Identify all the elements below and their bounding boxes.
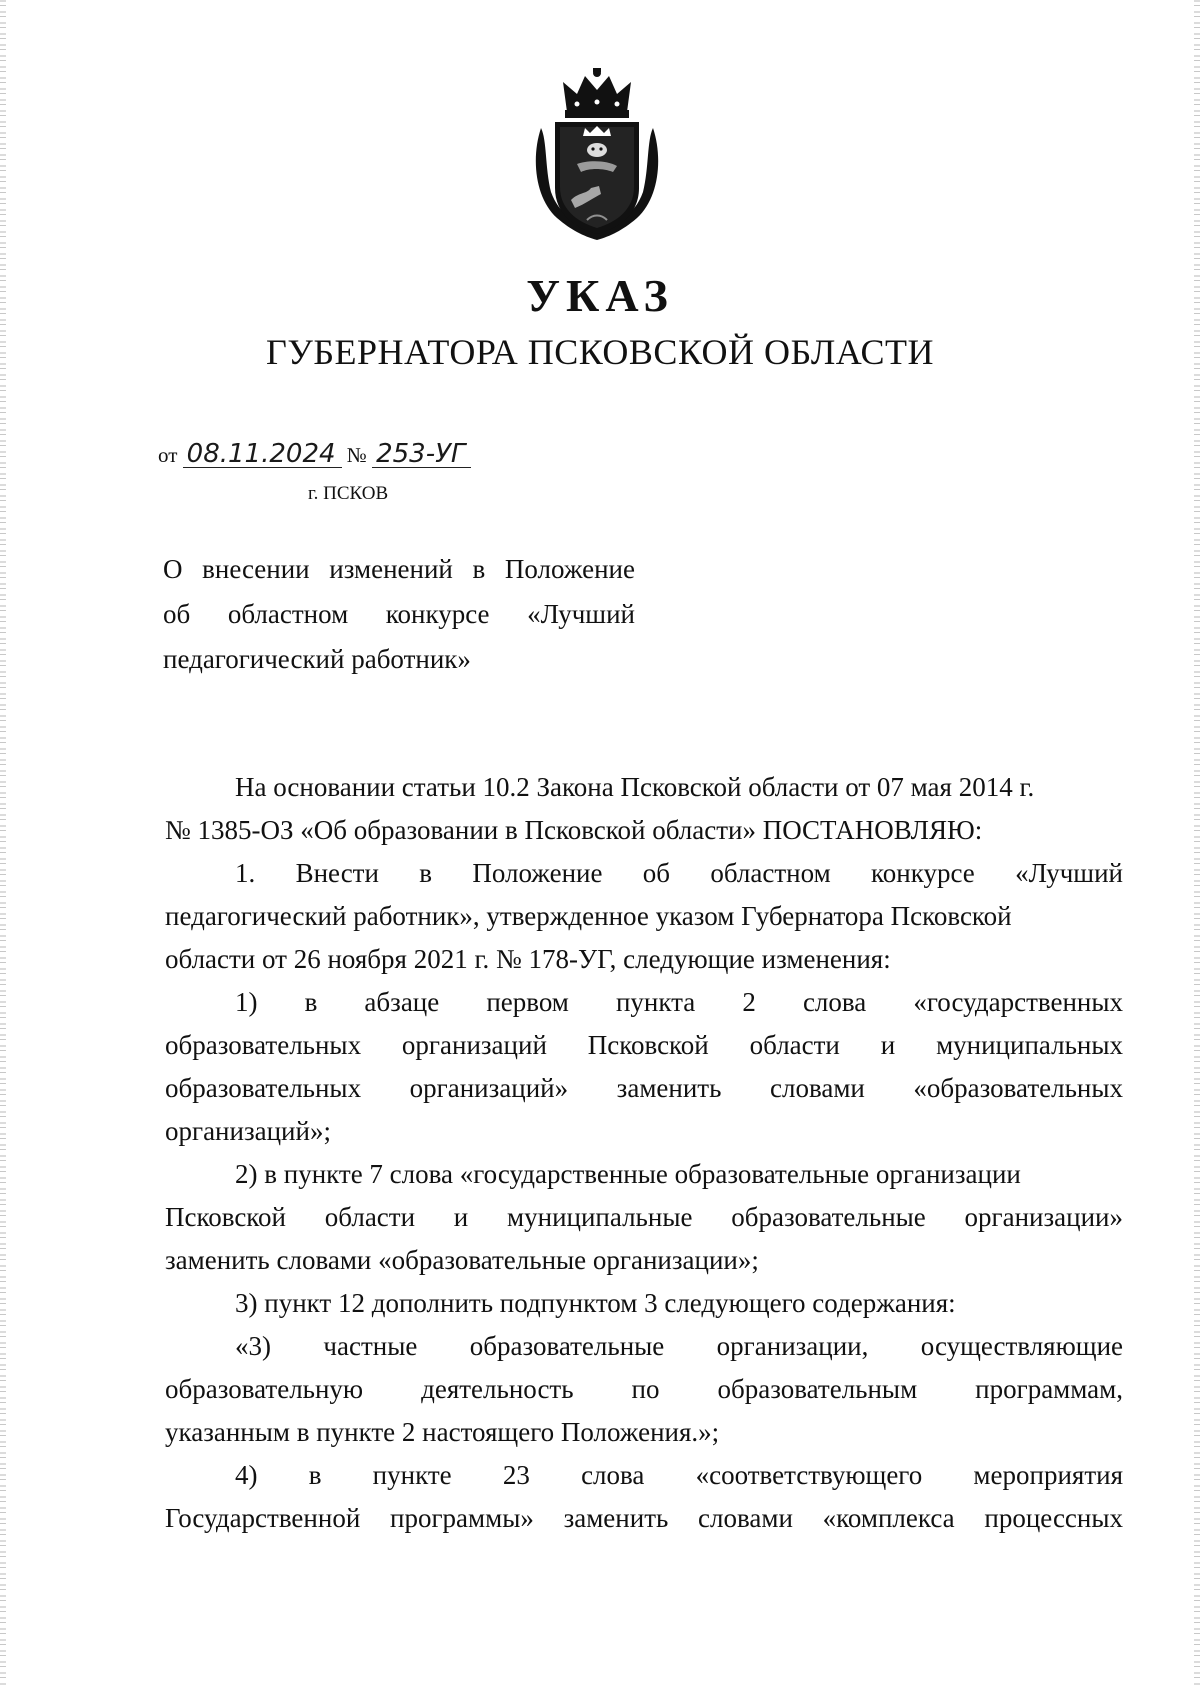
body-line: указанным в пункте 2 настоящего Положения.»;	[165, 1417, 720, 1447]
body-line: 2) в пункте 7 слова «государственные образовательные организации	[235, 1159, 1021, 1189]
subject-line: педагогический работник»	[163, 644, 471, 674]
body-line: № 1385-ОЗ «Об образовании в Псковской области» ПОСТАНОВЛЯЮ:	[165, 815, 983, 845]
body-line: заменить словами «образовательные организации»;	[165, 1245, 759, 1275]
body-line: На основании статьи 10.2 Закона Псковской области от 07 мая 2014 г.	[235, 772, 1035, 802]
body-line: образовательных организаций» заменить словами «образовательных	[165, 1073, 1123, 1103]
body-line: образовательных организаций Псковской области и муниципальных	[165, 1030, 1123, 1060]
body-line: «3) частные образовательные организации, осуществляющие	[235, 1331, 1123, 1361]
body-line: области от 26 ноября 2021 г. № 178-УГ, следующие изменения:	[165, 944, 891, 974]
decree-subject	[163, 548, 635, 683]
subject-line: О внесении изменений в Положение	[163, 554, 635, 584]
issuer-title: ГУБЕРНАТОРА ПСКОВСКОЙ ОБЛАСТИ	[266, 332, 934, 372]
body-line: 1. Внести в Положение об областном конкурсе «Лучший	[235, 858, 1123, 888]
body-line: 4) в пункте 23 слова «соответствующего мероприятия	[235, 1460, 1123, 1490]
decree-date-line	[158, 440, 471, 470]
decree-date: 08.11.2024	[183, 441, 342, 468]
from-label: от	[158, 443, 178, 467]
body-line: Государственной программы» заменить словами «комплекса процессных	[165, 1503, 1123, 1533]
body-line: Псковской области и муниципальные образовательные организации»	[165, 1202, 1123, 1232]
number-label: №	[346, 443, 367, 467]
body-line: 3) пункт 12 дополнить подпунктом 3 следующего содержания:	[235, 1288, 956, 1318]
decree-title: УКАЗ	[526, 270, 674, 321]
scan-edge-left	[0, 0, 6, 1686]
body-line: 1) в абзаце первом пункта 2 слова «государственных	[235, 987, 1123, 1017]
decree-body	[165, 766, 1123, 1540]
body-line: организаций»;	[165, 1116, 331, 1146]
city-label: г. ПСКОВ	[308, 483, 389, 504]
subject-line: об областном конкурсе «Лучший	[163, 599, 635, 629]
decree-number: 253-УГ	[372, 441, 471, 468]
scan-edge-right	[1194, 0, 1200, 1686]
body-line: образовательную деятельность по образовательным программам,	[165, 1374, 1123, 1404]
coat-of-arms-emblem	[527, 68, 667, 246]
body-line: педагогический работник», утвержденное указом Губернатора Псковской	[165, 901, 1012, 931]
